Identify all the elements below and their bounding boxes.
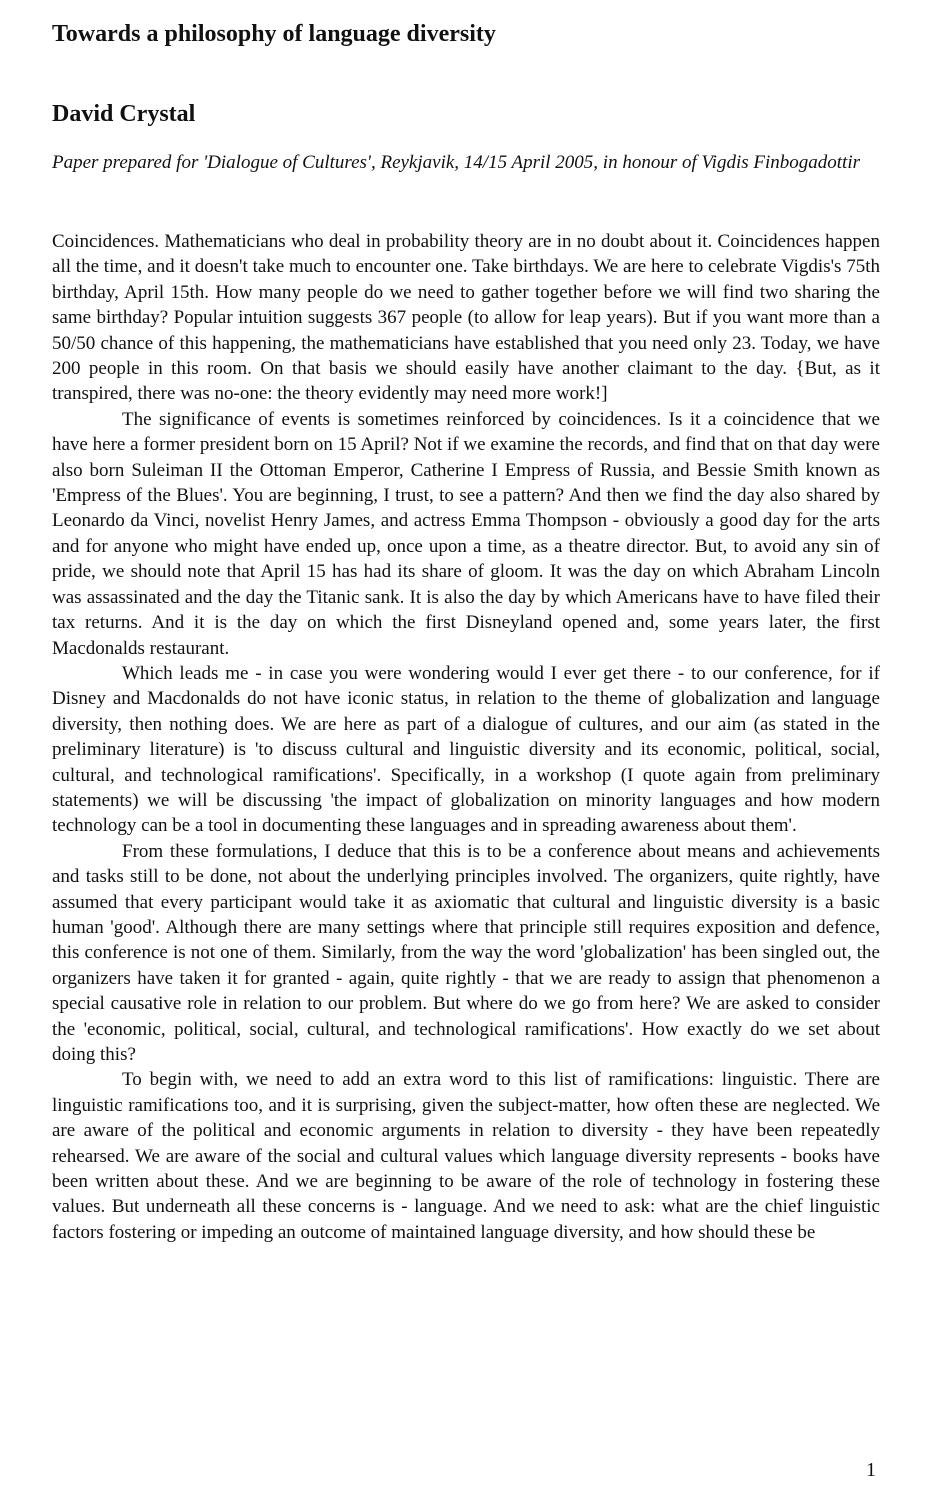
- paragraph-5: To begin with, we need to add an extra word to this list of ramifications: linguistic. There are linguistic ramifications too, and it is surprising, given the subject-matter, how often these are neglected. We are aware of the political and economic arguments in relation to diversity - they have been repeatedly rehearsed. We are aware of the social and cultural values which language diversity represents - books have been written about these. And we are beginning to be aware of the role of technology in fostering these values. But underneath all these concerns is - language. And we need to ask: what are the chief linguistic factors fostering or impeding an outcome of maintained language diversity, and how should these be: [52, 1069, 880, 1243]
- author-name: David Crystal: [52, 101, 196, 127]
- paragraph-2: The significance of events is sometimes reinforced by coincidences. Is it a coincidence that we have here a former president born on 15 April? Not if we examine the records, and find that on that day were also born Suleiman II the Ottoman Emperor, Catherine I Empress of Russia, and Bessie Smith known as 'Empress of the Blues'. You are beginning, I trust, to see a pattern? And then we find the day also shared by Leonardo da Vinci, novelist Henry James, and actress Emma Thompson - obviously a good day for the arts and for anyone who might have ended up, once upon a time, as a theatre director. But, to avoid any sin of pride, we should note that April 15 has had its share of gloom. It was the day on which Abraham Lincoln was assassinated and the day the Titanic sank. It is also the day by which Americans have to have filed their tax returns. And it is the day on which the first Disneyland opened and, some years later, the first Macdonalds restaurant.: [52, 408, 880, 659]
- page-number: 1: [866, 1459, 876, 1481]
- paper-page: [52, 18, 880, 1245]
- paper-title: Towards a philosophy of language diversity: [52, 21, 496, 47]
- body-text: [52, 229, 880, 1245]
- paper-note: Paper prepared for 'Dialogue of Cultures', Reykjavik, 14/15 April 2005, in honour of Vigdis Finbogadottir: [52, 152, 861, 173]
- paragraph-4: From these formulations, I deduce that this is to be a conference about means and achievements and tasks still to be done, not about the underlying principles involved. The organizers, quite rightly, have assumed that every participant would take it as axiomatic that cultural and linguistic diversity is a basic human 'good'. Although there are many settings where that principle still requires exposition and defence, this conference is not one of them. Similarly, from the way the word 'globalization' has been singled out, the organizers have taken it for granted - again, quite rightly - that we are ready to assign that phenomenon a special causative role in relation to our problem. But where do we go from here? We are asked to consider the 'economic, political, social, cultural, and technological ramifications'. How exactly do we set about doing this?: [52, 840, 880, 1065]
- paragraph-3: Which leads me - in case you were wondering would I ever get there - to our conference, for if Disney and Macdonalds do not have iconic status, in relation to the theme of globalization and language diversity, then nothing does. We are here as part of a dialogue of cultures, and our aim (as stated in the preliminary literature) is 'to discuss cultural and linguistic diversity and its economic, political, social, cultural, and technological ramifications'. Specifically, in a workshop (I quote again from preliminary statements) we will be discussing 'the impact of globalization on minority languages and how modern technology can be a tool in documenting these languages and in spreading awareness about them'.: [52, 662, 880, 837]
- paragraph-1: Coincidences. Mathematicians who deal in probability theory are in no doubt about it. Coincidences happen all the time, and it doesn't take much to encounter one. Take birthdays. We are here to celebrate Vigdis's 75th birthday, April 15th. How many people do we need to gather together before we will find two sharing the same birthday? Popular intuition suggests 367 people (to allow for leap years). But if you want more than a 50/50 chance of this happening, the mathematicians have established that you need only 23. Today, we have 200 people in this room. On that basis we should easily have another claimant to the day. {But, as it transpired, there was no-one: the theory evidently may need more work!]: [52, 231, 880, 405]
